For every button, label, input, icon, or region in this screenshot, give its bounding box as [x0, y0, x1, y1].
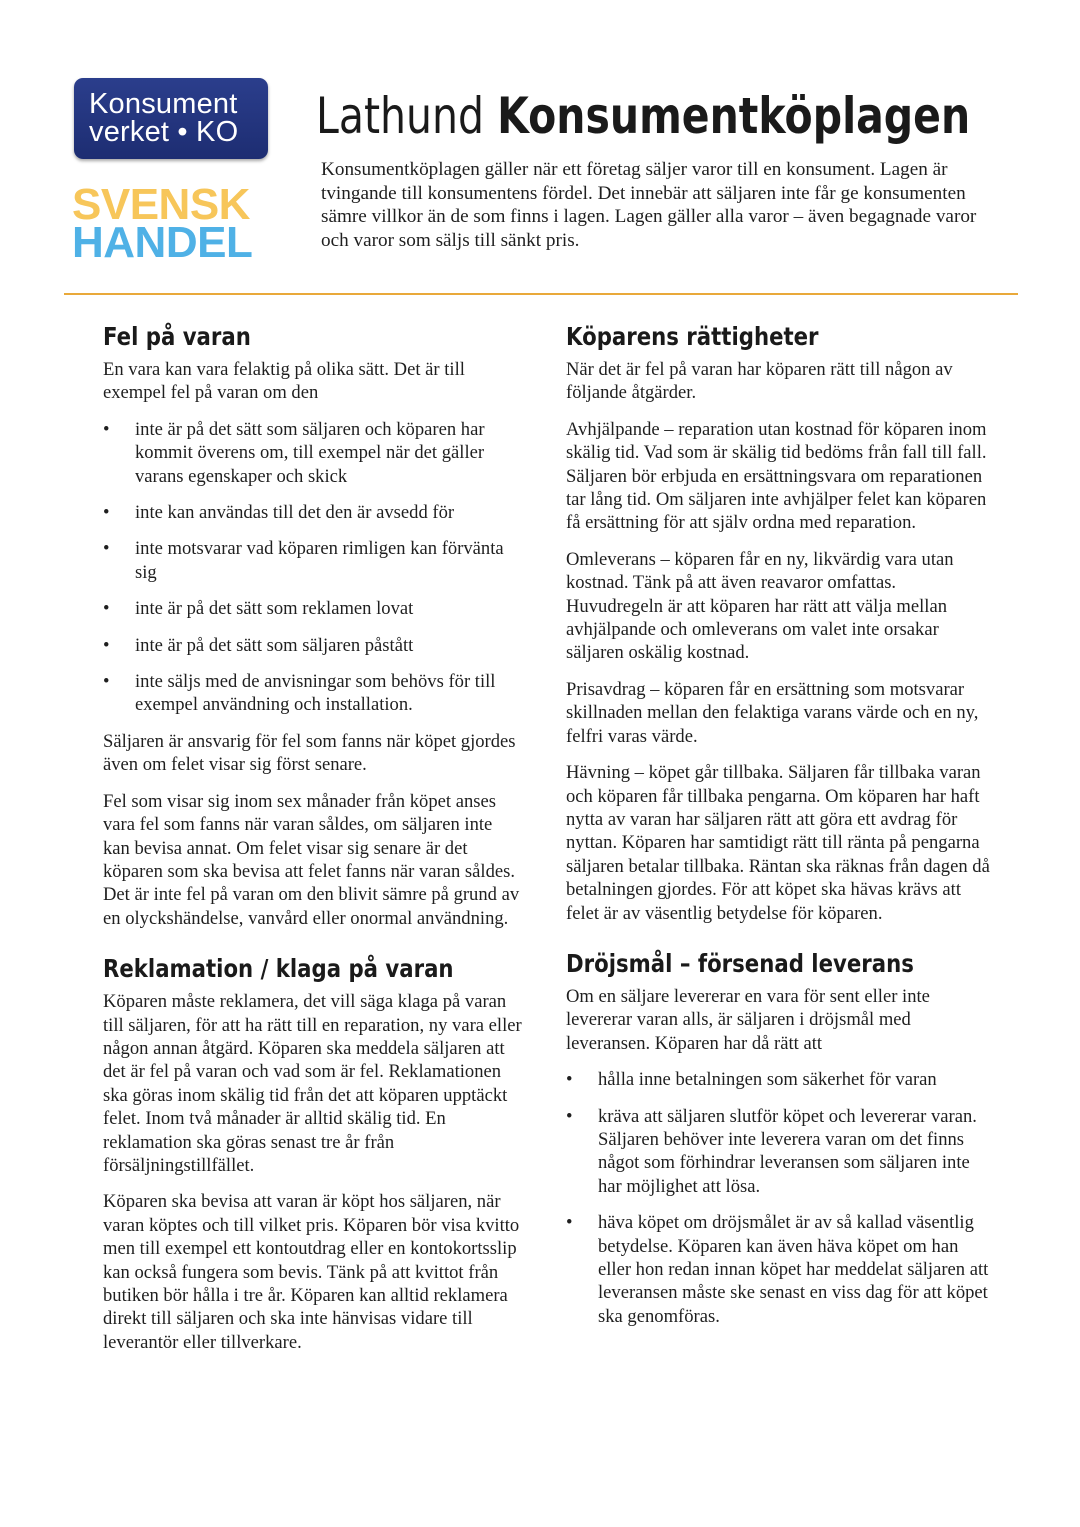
- title-bold: Konsumentköplagen: [497, 87, 971, 145]
- bullet-list: [103, 418, 523, 717]
- paragraph: Om en säljare levererar en vara för sent eller inte levererar varan alls, är säljaren i dröjsmål med leveransen. Köparen har då rätt att: [566, 985, 930, 1054]
- logo-line-2: HANDEL: [72, 218, 253, 267]
- header-divider: [64, 293, 1018, 295]
- section-reklamation: [103, 954, 523, 1354]
- section-drojsmal: [566, 949, 996, 1328]
- list-item: • inte är på det sätt som säljaren och köparen har kommit överens om, till exempel när det gäller varans egenskaper och skick: [103, 418, 523, 488]
- section-heading: Köparens rättigheter: [566, 322, 819, 351]
- list-item: • inte är på det sätt som säljaren påstått: [103, 634, 523, 657]
- paragraph: Säljaren är ansvarig för fel som fanns när köpet gjordes även om felet visar sig först senare.: [103, 730, 516, 776]
- paragraph: Avhjälpande – reparation utan kostnad för köparen inom skälig tid. Vad som är skälig tid bedöms från fall till fall. Säljaren bör erbjuda en ersättningsvara om reparationen tar lång tid. Om säljaren inte avhjälper felet kan köparen få ersättning för att själv ordna med reparation.: [566, 418, 987, 534]
- section-heading: Reklamation / klaga på varan: [103, 954, 454, 984]
- list-item: • inte kan användas till det den är avsedd för: [103, 501, 523, 524]
- logo-line-2: verket • KO: [89, 116, 239, 148]
- paragraph: Fel som visar sig inom sex månader från köpet anses vara fel som fanns när varan såldes, om säljaren inte kan bevisa annat. Om felet visar sig senare är det köparen som ska bevisa att felet fanns när varan såldes. Det är inte fel på varan om den blivit sämre på grund av en olyckshändelse, vanvård eller onormal användning.: [103, 790, 520, 929]
- list-item: • häva köpet om dröjsmålet är av så kallad väsentlig betydelse. Köparen kan även häva köpet om han eller hon redan innan köpet har meddelat säljaren att leveransen måste ske senast en viss dag för att köpet ska genomföras.: [566, 1211, 996, 1328]
- logo-line-1: SVENSK: [72, 180, 250, 229]
- paragraph: Prisavdrag – köparen får en ersättning som motsvarar skillnaden mellan den felaktiga varans värde och en ny, felfri varas värde.: [566, 678, 979, 747]
- section-heading: Fel på varan: [103, 322, 251, 351]
- paragraph: En vara kan vara felaktig på olika sätt. Det är till exempel fel på varan om den: [103, 359, 465, 404]
- paragraph: När det är fel på varan har köparen rätt till någon av följande åtgärder.: [566, 359, 953, 404]
- svensk-handel-logo: [72, 180, 253, 267]
- bullet-list: [566, 1068, 996, 1328]
- paragraph: Köparen ska bevisa att varan är köpt hos säljaren, när varan köptes och till vilket pris. Köparen bör visa kvitto men till exempel ett kontoutdrag eller en kontokortsslip kan också fungera som bevis. Tänk på att kvittot från butiken bör hålla i tre år. Köparen kan alltid reklamera direkt till säljaren och ska inte hänvisas vidare till leverantör eller tillverkare.: [103, 1191, 520, 1353]
- list-item: • hålla inne betalningen som säkerhet för varan: [566, 1068, 996, 1091]
- title-light: Lathund: [316, 87, 498, 145]
- list-item: • kräva att säljaren slutför köpet och levererar varan. Säljaren behöver inte leverera varan om det finns något som förhindrar leveransen som säljaren inte har möjlighet att lösa.: [566, 1105, 996, 1199]
- right-column: [566, 322, 996, 1341]
- list-item: • inte är på det sätt som reklamen lovat: [103, 597, 523, 620]
- section-fel-pa-varan: [103, 322, 523, 930]
- intro-paragraph: Konsumentköplagen gäller när ett företag säljer varor till en konsument. Lagen är tvingande till konsumentens fördel. Det innebär att säljaren inte får ge konsumenten sämre villkor än de som finns i lagen. Lagen gäller alla varor – även begagnade varor och varor som säljs till sänkt pris.: [321, 159, 977, 251]
- left-column: [103, 322, 523, 1367]
- logo-line-1: Konsument: [89, 88, 238, 120]
- page-title: [316, 86, 970, 146]
- section-koparens-rattigheter: [566, 322, 996, 925]
- list-item: • inte motsvarar vad köparen rimligen kan förvänta sig: [103, 537, 523, 584]
- konsumentverket-logo: [74, 78, 268, 159]
- list-item: • inte säljs med de anvisningar som behövs för till exempel användning och installation.: [103, 670, 523, 717]
- paragraph: Köparen måste reklamera, det vill säga klaga på varan till säljaren, för att ha rätt till en reparation, ny vara eller någon annan åtgärd. Köparen ska meddela säljaren att det är fel på varan och vad som är fel. Reklamationen ska göras inom skälig tid från det att köparen upptäckt felet. Inom två månader är alltid skälig tid. En reklamation ska göras senast tre år från försäljningstillfället.: [103, 991, 522, 1176]
- paragraph: Omleverans – köparen får en ny, likvärdig vara utan kostnad. Tänk på att även reavaror omfattas. Huvudregeln är att köparen har rätt att välja mellan avhjälpande och omleverans om valet inte orsakar säljaren oskälig kostnad.: [566, 548, 954, 664]
- section-heading: Dröjsmål – försenad leverans: [566, 948, 914, 978]
- paragraph: Hävning – köpet går tillbaka. Säljaren får tillbaka varan och köparen får tillbaka pengarna. Om köparen har haft nytta av varan har säljaren rätt att göra ett avdrag för nyttan. Köparen har samtidigt rätt till ränta på pengarna säljaren betalar tillbaka. Räntan ska räknas från dagen då betalningen gjordes. För att köpet ska hävas krävs att felet är av väsentlig betydelse för köparen.: [566, 762, 990, 924]
